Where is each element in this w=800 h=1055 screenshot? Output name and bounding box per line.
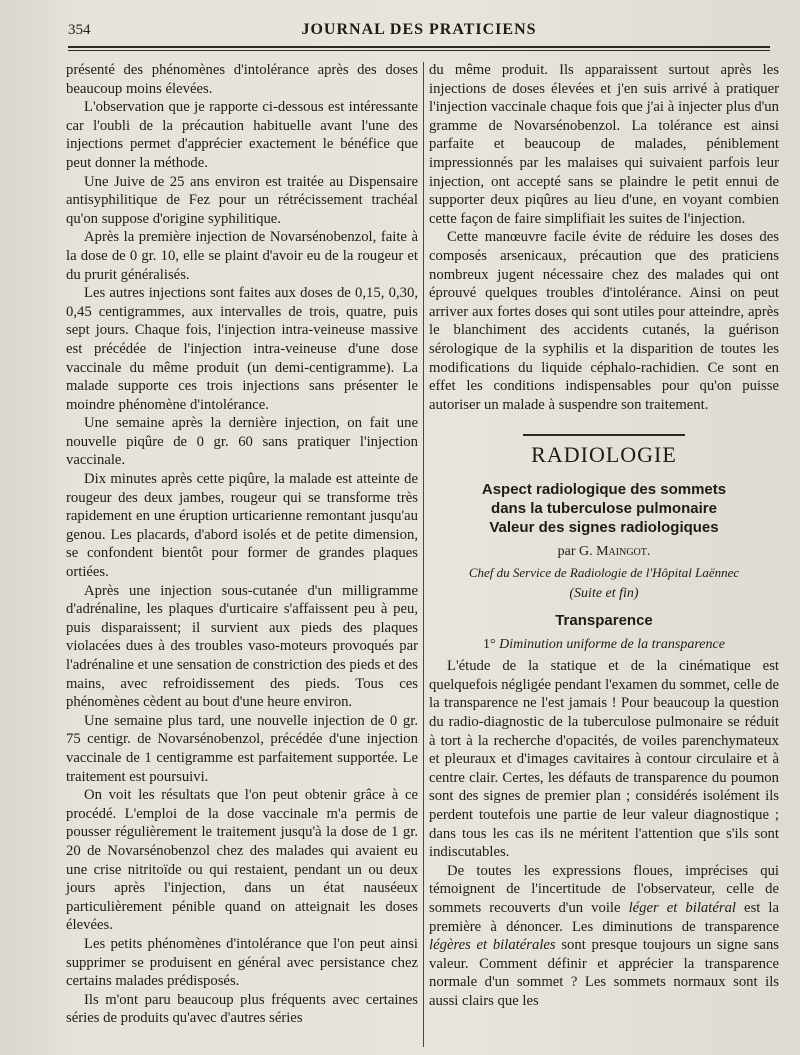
byline [429, 543, 779, 562]
paragraph [429, 862, 779, 1011]
left-column [66, 61, 418, 1028]
paragraph: L'étude de la statique et de la cinématique est quelquefois négligée pendant l'examen du sommet, celle de la transparence ne l'est jamais ! Pour beaucoup la question du radio-diagnostic de la tuberculose pulmonaire se réduit à tort à la recherche d'opacités, de voiles parenchymateux et pleuraux et d'images cavitaires à contour circulaire et à centre clair. Certes, les défauts de transparence du poumon sont des signes de premier plan ; considérés isolément ils perdent toutefois une partie de leur valeur diagnostique ; dans tous les cas ils ne méritent l'attention que s'ils sont indiscutables. [429, 658, 779, 861]
paragraph: Ils m'ont paru beaucoup plus fréquents avec certaines séries de produits qu'avec d'autres séries [66, 991, 418, 1027]
paragraph-text: sont presque toujours un signe sans valeur. Comment définir et apprécier la transparence normale d'un sommet ? Les sommets normaux sont ils aussi clairs que les [429, 937, 779, 1009]
paragraph: On voit les résultats que l'on peut obtenir grâce à ce procédé. L'emploi de la dose vaccinale m'a permis de pousser régulièrement le traitement jusqu'à la dose de 1 gr. 20 de Novarsénobenzol chez des malades qui avaient eu une crise nitritoïde ou qui restaient, pendant un ou deux jours après l'injection, dans un état nauséeux particulièrement pénible quand on atteignait les doses élevées. [66, 787, 418, 934]
article-title-line: dans la tuberculose pulmonaire [491, 500, 717, 518]
section-heading-wrap [429, 434, 779, 468]
article-title [429, 480, 779, 537]
paragraph: Dix minutes après cette piqûre, la malade est atteinte de rougeur des deux jambes, rougeur qui se transforme très rapidement en une éruption urticarienne remontant jusqu'au genou. Les placards, d'abord isolés et de petite dimension, se confondent bientôt pour former de grandes plaques ortiées. [66, 471, 418, 581]
paragraph-text: De toutes les expressions floues, imprécises qui témoignent de l'incertitude de l'observateur, celle de sommets recouverts d'un voile [429, 862, 779, 916]
paragraph: présenté des phénomènes d'intolérance après des doses beaucoup moins élevées. [66, 62, 418, 97]
article-title-line: Aspect radiologique des sommets [481, 481, 727, 499]
column-divider [423, 62, 424, 1047]
page-number: 354 [68, 22, 91, 38]
emphasis: légères et bilatérales [429, 937, 556, 954]
subsubheading-text: Diminution uniforme de la transparence [499, 636, 725, 652]
journal-title: JOURNAL DES PRATICIENS [301, 21, 537, 38]
paragraph: Après une injection sous-cutanée d'un milligramme d'adrénaline, les plaques d'urticaire s'affaissent peu à peu, puis disparaissent; il survient aux pieds des plaques violacées dues à des troubles vaso-moteurs provoqués par l'adrénaline et une sensation de constriction des pieds et des mains, avec refroidissement des pieds. Tous ces phénomènes cèdent au bout d'une heure environ. [66, 582, 418, 711]
subsubheading-number: 1° [483, 636, 496, 652]
paragraph: du même produit. Ils apparaissent surtout après les injections de doses élevées et j'en suis arrivé à pratiquer l'injection vaccinale chaque fois que j'ai à injecter plus d'un gramme de Novarsénobenzol. La tolérance est ainsi parfaite et beaucoup de malades, péniblement impressionnés par les malaises qui suivaient parfois leur injection, ont accepté sans se plaindre le petit ennui de supporter deux piqûres au lieu d'une, en voyant combien cette façon de faire simplifiait les suites de l'injection. [429, 62, 779, 227]
header-rule-thin [68, 50, 770, 51]
continuation-note: (Suite et fin) [569, 586, 639, 602]
header-rule-thick [68, 46, 770, 48]
paragraph-text: est la première à dénoncer. Les diminutions de transparence [429, 899, 779, 935]
author-affiliation: Chef du Service de Radiologie de l'Hôpital Laënnec [468, 564, 740, 580]
emphasis: léger et bilatéral [628, 899, 737, 916]
author-name: Maingot. [596, 544, 651, 560]
paragraph: Une Juive de 25 ans environ est traitée au Dispensaire antisyphilitique de Fez pour un rétrécissement trachéal qu'on suppose d'origine syphilitique. [66, 173, 418, 227]
page-header [68, 20, 770, 42]
subheading: Transparence [555, 612, 653, 630]
paragraph: Les petits phénomènes d'intolérance que l'on peut ainsi supprimer se produisent en général avec persistance chez certains malades prédisposés. [66, 935, 418, 990]
paragraph: Les autres injections sont faites aux doses de 0,15, 0,30, 0,45 centigrammes, aux intervalles de trois, quatre, puis sept jours. Chaque fois, l'injection intra-veineuse massive est précédée de l'injection intra-veineuse d'une dose vaccinale du même produit (un demi-centigramme). La malade supporte ces trois injections sans présenter le moindre phénomène d'intolérance. [66, 285, 418, 413]
paragraph: Une semaine après la dernière injection, on fait une nouvelle piqûre de 0 gr. 60 sans pratiquer l'injection vaccinale. [66, 415, 418, 469]
subsubheading [429, 636, 779, 655]
paragraph: L'observation que je rapporte ci-dessous est intéressante car l'oubli de la précaution habituelle avant l'une des injections permet d'apprécier exactement le bénéfice que peut donner la méthode. [66, 99, 418, 171]
section-heading: RADIOLOGIE [523, 434, 685, 468]
paragraph: Cette manœuvre facile évite de réduire les doses des composés arsenicaux, précaution que des praticiens nombreux jugent nécessaire chez des malades qui ont éprouvé quelques troubles d'intolérance. Ainsi on peut arriver aux fortes doses qui sont utiles pour atteindre, après le blanchiment des accidents cutanés, la guérison sérologique de la syphilis et la disparition de toutes les modifications du liquide céphalo-rachidien. Ce sont en effet les conditions indispensables pour qu'on puisse autoriser un malade à suspendre son traitement. [429, 229, 779, 413]
paragraph: Après la première injection de Novarsénobenzol, faite à la dose de 0 gr. 10, elle se plaint d'avoir eu de la rougeur et du prurit généralisés. [66, 229, 418, 283]
right-column [429, 61, 779, 1011]
article-title-line: Valeur des signes radiologiques [489, 519, 719, 537]
paragraph: Une semaine plus tard, une nouvelle injection de 0 gr. 75 centigr. de Novarsénobenzol, précédée d'une injection vaccinale de 1 centigramme est parfaitement supportée. Le traitement est poursuivi. [66, 712, 418, 785]
byline-prefix: par G. [557, 544, 597, 560]
